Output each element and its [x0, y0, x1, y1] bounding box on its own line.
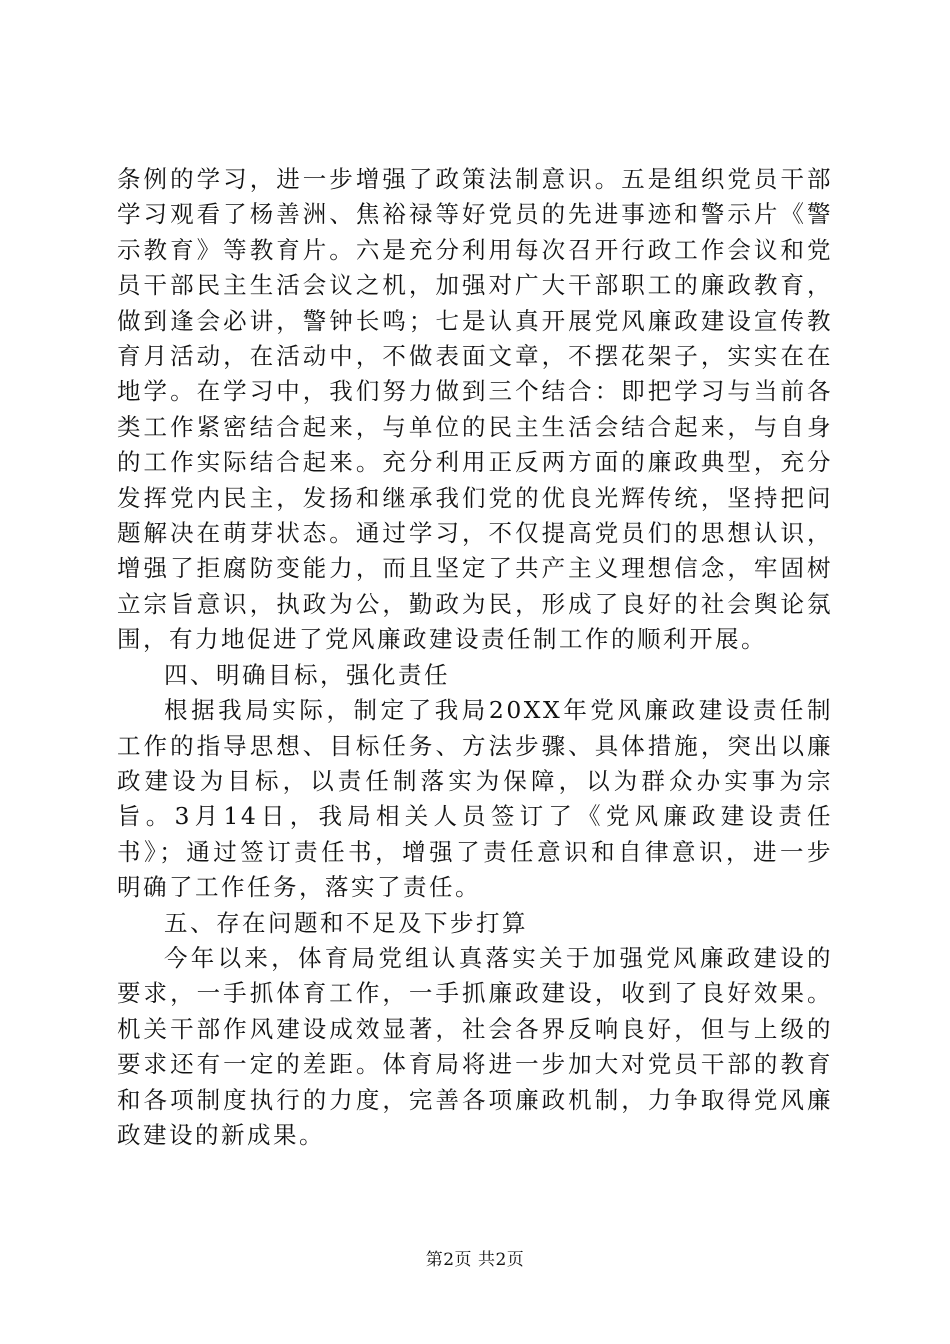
page-number-footer: 第2页 共2页 — [425, 1250, 525, 1270]
paragraph-responsibility: 根据我局实际，制定了我局20XX年党风廉政建设责任制工作的指导思想、目标任务、方法步骤、具体措施，突出以廉政建设为目标，以责任制落实为保障，以为群众办实事为宗旨。3月14日，我局相关人员签订了《党风廉政建设责任书》；通过签订责任书，增强了责任意识和自律意识，进一步明确了工作任务，落实了责任。 — [117, 696, 833, 902]
section-heading-4: 四、明确目标，强化责任 — [164, 660, 450, 689]
document-body — [117, 162, 833, 1153]
paragraph-study-continuation: 条例的学习，进一步增强了政策法制意识。五是组织党员干部学习观看了杨善洲、焦裕禄等好党员的先进事迹和警示片《警示教育》等教育片。六是充分利用每次召开行政工作会议和党员干部民主生活会议之机，加强对广大干部职工的廉政教育，做到逢会必讲，警钟长鸣；七是认真开展党风廉政建设宣传教育月活动，在活动中，不做表面文章，不摆花架子，实实在在地学。在学习中，我们努力做到三个结合：即把学习与当前各类工作紧密结合起来，与单位的民主生活会结合起来，与自身的工作实际结合起来。充分利用正反两方面的廉政典型，充分发挥党内民主，发扬和继承我们党的优良光辉传统，坚持把问题解决在萌芽状态。通过学习，不仅提高党员们的思想认识，增强了拒腐防变能力，而且坚定了共产主义理想信念，牢固树立宗旨意识，执政为公，勤政为民，形成了良好的社会舆论氛围，有力地促进了党风廉政建设责任制工作的顺利开展。 — [117, 165, 833, 654]
paragraph-summary: 今年以来，体育局党组认真落实关于加强党风廉政建设的要求，一手抓体育工作，一手抓廉政建设，收到了良好效果。机关干部作风建设成效显著，社会各界反响良好，但与上级的要求还有一定的差距。体育局将进一步加大对党员干部的教育和各项制度执行的力度，完善各项廉政机制，力争取得党风廉政建设的新成果。 — [117, 943, 833, 1149]
section-heading-5: 五、存在问题和不足及下步打算 — [164, 908, 528, 937]
